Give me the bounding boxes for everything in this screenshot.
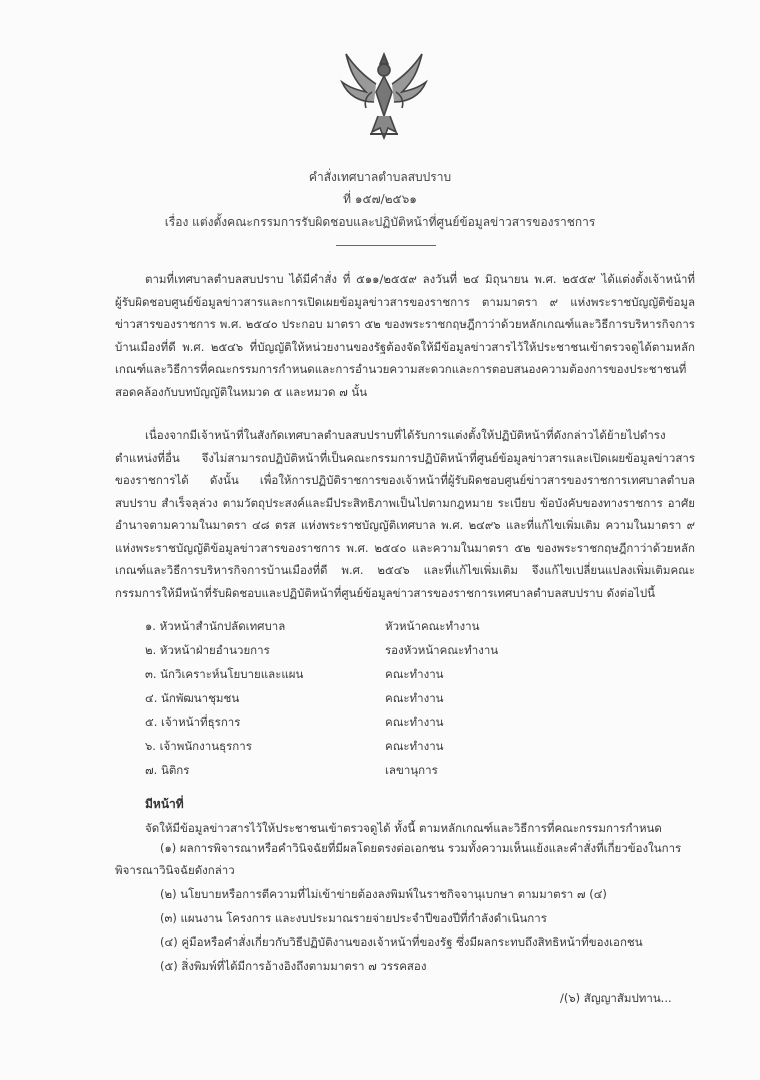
member-item	[145, 758, 505, 782]
member-item	[145, 662, 505, 686]
duty-item-2: (๒) นโยบายหรือการตีความที่ไม่เข้าข่ายต้องลงพิมพ์ในราชกิจจานุเบกษา ตามมาตรา ๗ (๔)	[160, 887, 607, 901]
member-name: ๗. นิติกร	[145, 763, 190, 777]
member-role: คณะทำงาน	[385, 739, 444, 753]
member-role: เลขานุการ	[385, 763, 438, 777]
duty-item-1-continued: พิจารณาวินิจฉัยดังกล่าว	[115, 863, 235, 877]
member-role: รองหัวหน้าคณะทำงาน	[385, 643, 499, 657]
header-divider	[336, 245, 436, 246]
member-name: ๕. เจ้าหน้าที่ธุรการ	[145, 715, 241, 729]
member-name: ๑. หัวหน้าสำนักปลัดเทศบาล	[145, 619, 286, 633]
continuation-note: /(๖) สัญญาสัมปทาน...	[560, 991, 672, 1005]
duties-intro: จัดให้มีข้อมูลข่าวสารไว้ให้ประชาชนเข้าตรวจดูได้ ทั้งนี้ ตามหลักเกณฑ์และวิธีการที่คณะกรรมการกำหนด	[145, 821, 662, 835]
member-item	[145, 734, 505, 758]
member-name: ๒. หัวหน้าฝ่ายอำนวยการ	[145, 643, 270, 657]
order-subject: เรื่อง แต่งตั้งคณะกรรมการรับผิดชอบและปฏิบัติหน้าที่ศูนย์ข้อมูลข่าวสารของราชการ	[164, 215, 596, 229]
member-role: คณะทำงาน	[385, 667, 444, 681]
order-issuer: คำสั่งเทศบาลตำบลสบปราบ	[308, 170, 452, 184]
duty-item-3: (๓) แผนงาน โครงการ และงบประมาณรายจ่ายประจำปีของปีที่กำลังดำเนินการ	[160, 911, 547, 925]
duties-heading: มีหน้าที่	[145, 797, 184, 811]
member-name: ๔. นักพัฒนาชุมชน	[145, 691, 240, 705]
member-item	[145, 614, 505, 638]
duty-item-1: (๑) ผลการพิจารณาหรือคำวินิจฉัยที่มีผลโดยตรงต่อเอกชน รวมทั้งความเห็นแย้งและคำสั่งที่เกี่ยวข้องในการ	[160, 841, 682, 855]
paragraph-1: ตามที่เทศบาลตำบลสบปราบ ได้มีคำสั่ง ที่ ๕๑๑/๒๕๕๙ ลงวันที่ ๒๔ มิถุนายน พ.ศ. ๒๕๕๙ ได้แต่งตั้งเจ้าหน้าที่ผู้รับผิดชอบศูนย์ข้อมูลข่าวสารและการเปิดเผยข้อมูลข่าวสารของราชการ ตามมาตรา ๙ แห่งพระราชบัญญัติข้อมูลข่าวสารของราชการ พ.ศ. ๒๕๔๐ ประกอบ มาตรา ๕๒ ของพระราชกฤษฎีกาว่าด้วยหลักเกณฑ์และวิธีการบริหารกิจการบ้านเมืองที่ดี พ.ศ. ๒๕๔๖ ที่บัญญัติให้หน่วยงานของรัฐต้องจัดให้มีข้อมูลข่าวสารไว้ให้ประชาชนเข้าตรวจดูได้ตามหลักเกณฑ์และวิธีการที่คณะกรรมการกำหนดและการอำนวยความสะดวกและการตอบสนองความต้องการของประชาชนที่สอดคล้องกับบทบัญญัติในหมวด ๕ และหมวด ๗ นั้น	[115, 272, 695, 399]
duty-item-5: (๕) สิ่งพิมพ์ที่ได้มีการอ้างอิงถึงตามมาตรา ๗ วรรคสอง	[160, 959, 427, 973]
member-role: คณะทำงาน	[385, 691, 444, 705]
member-name: ๓. นักวิเคราะห์นโยบายและแผน	[145, 667, 304, 681]
member-item	[145, 686, 505, 710]
paragraph-2: เนื่องจากมีเจ้าหน้าที่ในสังกัดเทศบาลตำบลสบปราบที่ได้รับการแต่งตั้งให้ปฏิบัติหน้าที่ดังกล่าวได้ย้ายไปดำรงตำแหน่งที่อื่น จึงไม่สามารถปฏิบัติหน้าที่เป็นคณะกรรมการปฏิบัติหน้าที่ศูนย์ข้อมูลข่าวสารและเปิดเผยข้อมูลข่าวสารของราชการได้ ดังนั้น เพื่อให้การปฏิบัติราชการของเจ้าหน้าที่ผู้รับผิดชอบศูนย์ข่าวสารของราชการเทศบาลตำบลสบปราบ สำเร็จลุล่วง ตามวัตถุประสงค์และมีประสิทธิภาพเป็นไปตามกฎหมาย ระเบียบ ข้อบังคับของทางราชการ อาศัยอำนาจตามความในมาตรา ๔๘ ตรส แห่งพระราชบัญญัติเทศบาล พ.ศ. ๒๔๙๖ และที่แก้ไขเพิ่มเติม ความในมาตรา ๙ แห่งพระราชบัญญัติข้อมูลข่าวสารของราชการ พ.ศ. ๒๕๔๐ และความในมาตรา ๕๒ ของพระราชกฤษฎีกาว่าด้วยหลักเกณฑ์และวิธีการบริหารกิจการบ้านเมืองที่ดี พ.ศ. ๒๕๔๖ และที่แก้ไขเพิ่มเติม จึงแก้ไขเปลี่ยนแปลงเพิ่มเติมคณะกรรมการให้มีหน้าที่รับผิดชอบและปฏิบัติหน้าที่ศูนย์ข้อมูลข่าวสารของราชการเทศบาลตำบลสบปราบ ดังต่อไปนี้	[115, 428, 695, 600]
member-item	[145, 638, 505, 662]
order-number: ที่ ๑๕๗/๒๕๖๑	[343, 192, 417, 206]
member-role: หัวหน้าคณะทำงาน	[385, 619, 480, 633]
duty-item-4: (๔) คู่มือหรือคำสั่งเกี่ยวกับวิธีปฏิบัติงานของเจ้าหน้าที่ของรัฐ ซึ่งมีผลกระทบถึงสิทธิหน้าที่ของเอกชน	[160, 935, 643, 949]
member-role: คณะทำงาน	[385, 715, 444, 729]
member-list	[145, 614, 505, 782]
member-item	[145, 710, 505, 734]
member-name: ๖. เจ้าพนักงานธุรการ	[145, 739, 252, 753]
garuda-emblem-icon	[336, 46, 432, 146]
